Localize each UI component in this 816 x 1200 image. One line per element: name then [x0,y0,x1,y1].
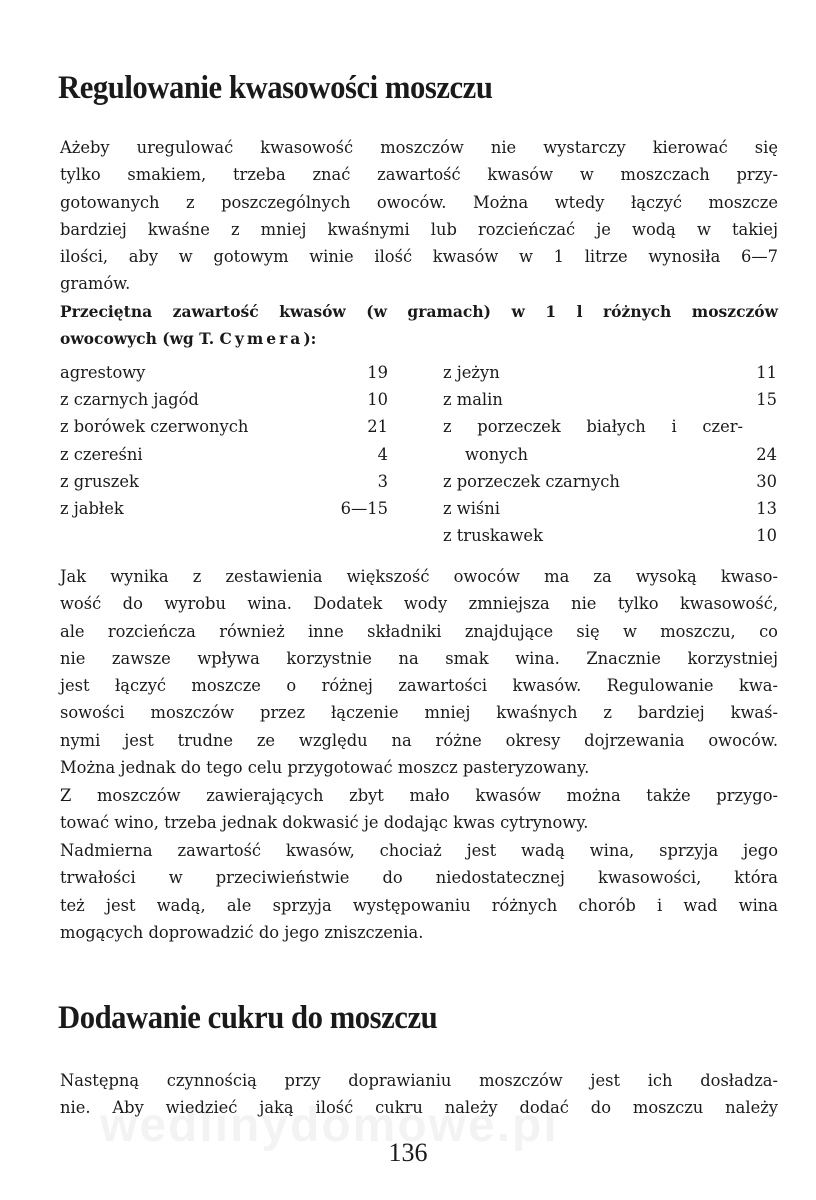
fruit-name: z czereśni [60,445,143,464]
acid-value: 24 [756,445,777,464]
paragraph-comparison [60,563,778,781]
text-line: Można jednak do tego celu przygotować moszcz pasteryzowany. [60,758,590,778]
table-row [443,522,777,549]
text-line: gramów. [60,274,131,294]
text-line: trwałości w przeciwieństwie do niedostatecznej kwasowości, która [60,868,778,888]
table-row [60,441,388,468]
table-row [443,386,777,413]
section-heading-acidity: Regulowanie kwasowości moszczu [58,70,493,106]
fruit-name: z porzeczek czarnych [443,472,620,491]
fruit-name: z borówek czerwonych [60,417,249,436]
paragraph-sugar-intro [60,1067,778,1122]
fruit-name: z jabłek [60,499,124,518]
fruit-name: z truskawek [443,526,543,545]
text-line: ale rozcieńcza również inne składniki znajdujące się w moszczu, co [60,621,778,641]
table-row [443,468,777,495]
text-line: Z moszczów zawierających zbyt mało kwasów można także przygo- [60,786,778,805]
caption-line [60,325,778,352]
table-row [60,468,388,495]
fruit-name: agrestowy [60,363,146,382]
fruit-name: z porzeczek białych i czer- [443,417,743,436]
fruit-name: z wiśni [443,499,500,518]
acid-value: 10 [756,526,777,545]
acid-value: 21 [367,417,388,436]
paragraph-intro [60,134,778,298]
text-line: tylko smakiem, trzeba znać zawartość kwasów w moszczach przy- [60,165,778,185]
acid-value: 11 [756,363,777,382]
text-line: tować wino, trzeba jednak dokwasić je dodając kwas cytrynowy. [60,813,589,833]
acid-value: 10 [367,390,388,409]
table-row [443,441,777,468]
fruit-name: z gruszek [60,472,139,491]
fruit-name: z czarnych jagód [60,390,199,409]
table-row [60,413,388,440]
table-row [443,495,777,522]
text-line: sowości moszczów przez łączenie mniej kwaśnych z bardziej kwaś- [60,703,778,723]
acid-value: 13 [756,499,777,518]
text-line: jest łączyć moszcze o różnej zawartości kwasów. Regulowanie kwa- [60,676,778,696]
fruit-name: wonych [465,445,529,464]
table-caption [60,298,778,353]
text-line: gotowanych z poszczególnych owoców. Można wtedy łączyć moszcze [60,192,778,212]
text-line: też jest wadą, ale sprzyja występowaniu różnych chorób i wad wina [60,895,778,915]
fruit-name: z jeżyn [443,363,500,382]
acid-value: 15 [756,390,777,409]
text-line: nie zawsze wpływa korzystnie na smak wina. Znacznie korzystniej [60,648,778,668]
paragraph-low-acid [60,782,778,837]
page-number: 136 [388,1138,428,1167]
table-row [443,359,777,386]
caption-prefix: owocowych (wg T. [60,329,220,349]
text-line: Jak wynika z zestawienia większość owoców ma za wysoką kwaso- [60,567,778,586]
acid-value: 19 [367,363,388,382]
text-line: wość do wyrobu wina. Dodatek wody zmniejsza nie tylko kwasowość, [60,594,778,614]
caption-line: Przeciętna zawartość kwasów (w gramach) w 1 l różnych moszczów [60,302,778,321]
table-row [60,359,388,386]
caption-suffix: ): [303,329,317,349]
text-line: ilości, aby w gotowym winie ilość kwasów w 1 litrze wynosiła 6—7 [60,247,778,267]
acid-value: 3 [377,472,388,491]
text-line: bardziej kwaśne z mniej kwaśnymi lub rozcieńczać je wodą w takiej [60,219,778,239]
text-line: Ażeby uregulować kwasowość moszczów nie wystarczy kierować się [60,138,778,157]
section-heading-sugar: Dodawanie cukru do moszczu [58,1000,438,1036]
acid-value: 6—15 [340,499,388,518]
text-line: Nadmierna zawartość kwasów, chociaż jest wadą wina, sprzyja jego [60,841,778,860]
paragraph-excess-acid [60,837,778,946]
text-line: nie. Aby wiedzieć jaką ilość cukru należy dodać do moszczu należy [60,1098,778,1118]
text-line: Następną czynnością przy doprawianiu moszczów jest ich dosładza- [60,1071,778,1090]
table-row [60,495,388,522]
text-line: mogących doprowadzić do jego zniszczenia. [60,922,424,942]
caption-author: Cymera [219,329,304,349]
acid-value: 4 [377,445,388,464]
fruit-name: z malin [443,390,503,409]
table-row [443,413,743,440]
text-line: nymi jest trudne ze względu na różne okresy dojrzewania owoców. [60,730,778,750]
table-row [60,386,388,413]
acid-value: 30 [756,472,777,491]
